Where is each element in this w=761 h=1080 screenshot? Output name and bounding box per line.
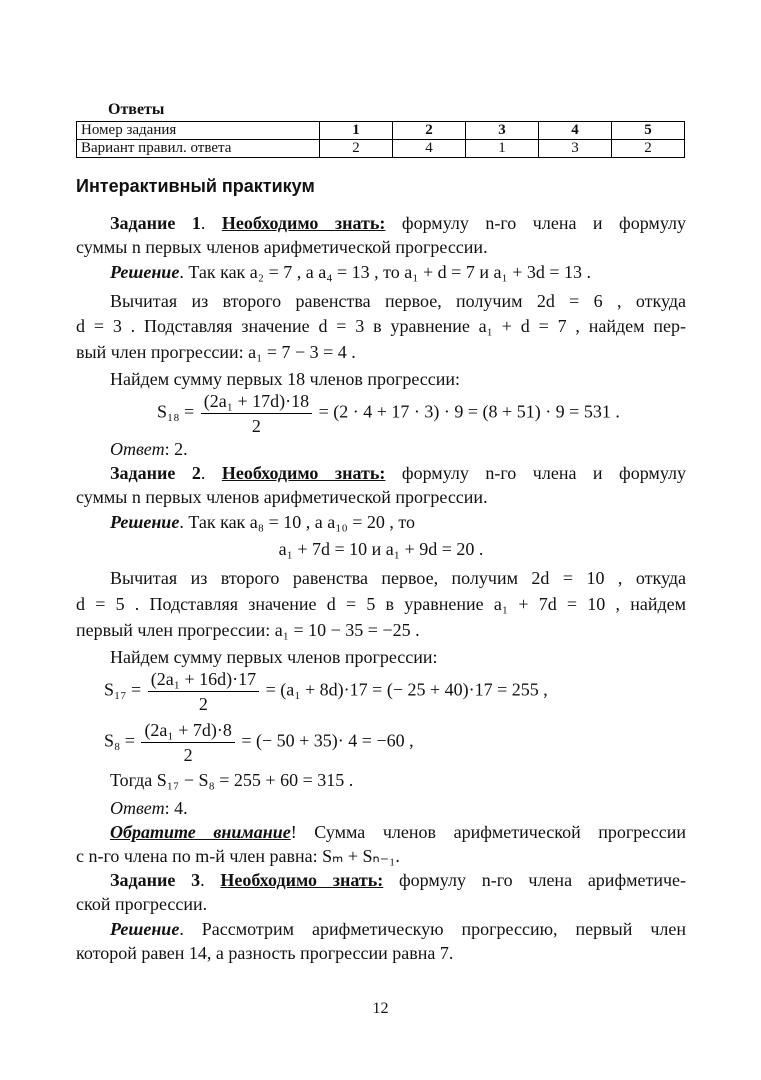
solution-text: . Рассмотрим арифметическую прогрессию, первый член xyxy=(179,919,686,939)
solution-label: Решение xyxy=(110,919,180,939)
task2-solution xyxy=(76,510,686,534)
task3-heading: Задание 3. Необходимо знать: формулу n-го члена арифметиче- xyxy=(110,870,687,890)
answers-table xyxy=(76,121,685,158)
task1-know-cont: суммы n первых членов арифметической прогрессии. xyxy=(76,237,488,257)
table-cell: 2 xyxy=(320,140,393,158)
task2-formula-s17 xyxy=(104,667,548,716)
formula-left: S₁₇ = xyxy=(104,679,142,700)
table-cell: 5 xyxy=(612,122,685,140)
formula-right: = (2 · 4 + 17 · 3) · 9 = (8 + 51) · 9 = 531 . xyxy=(318,401,620,422)
formula-right: = (− 50 + 35)· 4 = −60 , xyxy=(241,730,414,751)
formula-right: = (a₁ + 8d)·17 = (− 25 + 40)·17 = 255 , xyxy=(265,679,548,700)
table-cell: 1 xyxy=(320,122,393,140)
note-line2: с n-го члена по m-й член равна: Sₘ + Sₙ₋₁. xyxy=(76,846,400,866)
fraction-numerator: (2a₁ + 7d)·8 xyxy=(141,718,234,743)
table-cell: Номер задания xyxy=(77,122,320,140)
task2-heading: Задание 2. Необходимо знать: формулу n-го члена и формулу xyxy=(110,463,687,483)
formula-fraction xyxy=(141,718,234,767)
formula-fraction xyxy=(148,667,259,716)
solution-text: . Так как a₈ = 10 , а a₁₀ = 20 , то xyxy=(179,512,416,532)
table-row xyxy=(77,122,685,140)
table-cell: Вариант правил. ответа xyxy=(77,140,320,158)
table-cell: 2 xyxy=(393,122,466,140)
table-cell: 3 xyxy=(539,140,612,158)
task2-answer xyxy=(76,796,686,820)
fraction-denominator: 2 xyxy=(198,694,208,714)
note-line1 xyxy=(76,820,686,844)
answer-label: Ответ xyxy=(110,798,165,818)
task1-heading: Задание 1. Необходимо знать: формулу n-го члена и формулу xyxy=(110,213,687,233)
task1-solution xyxy=(76,260,686,284)
task1-sub1: Вычитая из второго равенства первое, получим 2d = 6 , откуда xyxy=(110,291,686,311)
task2-sub1: Вычитая из второго равенства первое, получим 2d = 10 , откуда xyxy=(110,568,686,588)
formula-left: S₁₈ = xyxy=(157,401,195,422)
task-title: Задание 1 xyxy=(110,213,201,233)
know-text: формулу n-го члена и формулу xyxy=(385,463,687,483)
task2-system: a₁ + 7d = 10 и a₁ + 9d = 20 . xyxy=(278,539,484,559)
task2-then: Тогда S₁₇ − S₈ = 255 + 60 = 315 . xyxy=(110,770,354,790)
task1-sub3: вый член прогрессии: a₁ = 7 − 3 = 4 . xyxy=(76,342,356,362)
task1-answer xyxy=(76,437,686,461)
section-title: Интерактивный практикум xyxy=(76,176,315,196)
know-label: Необходимо знать: xyxy=(221,463,386,483)
know-text: формулу n-го члена и формулу xyxy=(385,213,687,233)
fraction-denominator: 2 xyxy=(183,745,193,765)
answers-title: Ответы xyxy=(108,101,165,118)
task2-formula-s8 xyxy=(104,718,414,767)
task1-formula xyxy=(157,389,620,438)
formula-fraction xyxy=(201,389,312,438)
task1-sum-line: Найдем сумму первых 18 членов прогрессии: xyxy=(110,369,461,389)
table-cell: 4 xyxy=(539,122,612,140)
solution-label: Решение xyxy=(110,262,180,282)
table-cell: 2 xyxy=(612,140,685,158)
solution-label: Решение xyxy=(110,512,180,532)
answer-label: Ответ xyxy=(110,439,165,459)
answer-value: : 4. xyxy=(164,798,188,818)
task1-sub2: d = 3 . Подставляя значение d = 3 в уравнение a₁ + d = 7 , найдем пер- xyxy=(76,316,686,336)
task3-know-cont: ской прогрессии. xyxy=(76,894,208,914)
fraction-numerator: (2a₁ + 16d)·17 xyxy=(148,667,259,692)
task2-sub2: d = 5 . Подставляя значение d = 5 в уравнение a₁ + 7d = 10 , найдем xyxy=(76,594,686,614)
know-label: Необходимо знать: xyxy=(221,213,386,233)
table-cell: 3 xyxy=(466,122,539,140)
task2-sum-line: Найдем сумму первых членов прогрессии: xyxy=(110,647,438,667)
task-title: Задание 2 xyxy=(110,463,201,483)
fraction-numerator: (2a₁ + 17d)·18 xyxy=(201,389,312,414)
task3-solution xyxy=(76,917,686,941)
table-cell: 4 xyxy=(393,140,466,158)
table-row xyxy=(77,140,685,158)
fraction-denominator: 2 xyxy=(251,416,261,436)
table-cell: 1 xyxy=(466,140,539,158)
note-label: Обратите внимание xyxy=(110,822,291,842)
task-title: Задание 3 xyxy=(110,870,201,890)
task3-solution-cont: которой равен 14, а разность прогрессии равна 7. xyxy=(76,943,454,963)
solution-text: . Так как a₂ = 7 , а a₄ = 13 , то a₁ + d = 7 и a₁ + 3d = 13 . xyxy=(179,262,592,282)
formula-left: S₈ = xyxy=(104,730,135,751)
answer-value: : 2. xyxy=(164,439,188,459)
page-number: 12 xyxy=(372,1000,389,1017)
know-label: Необходимо знать: xyxy=(220,870,384,890)
note-text: ! Сумма членов арифметической прогрессии xyxy=(290,822,686,842)
task2-know-cont: суммы n первых членов арифметической прогрессии. xyxy=(76,487,488,507)
know-text: формулу n-го члена арифметиче- xyxy=(383,870,687,890)
task2-sub3: первый член прогрессии: a₁ = 10 − 35 = −25 . xyxy=(76,620,420,640)
